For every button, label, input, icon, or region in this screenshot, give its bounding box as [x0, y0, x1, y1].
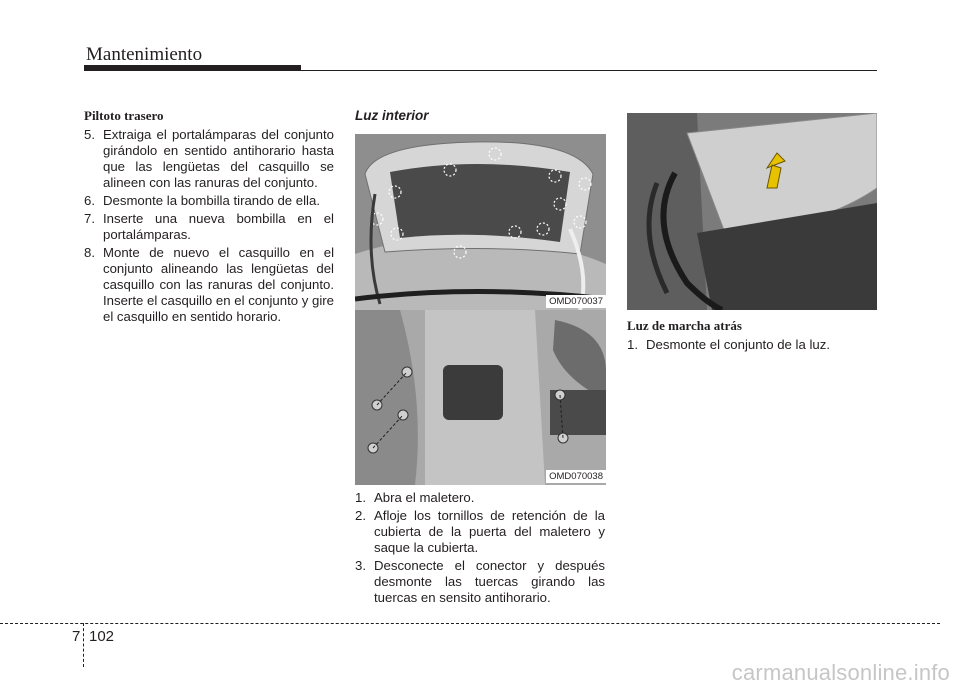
list-item: [355, 508, 605, 556]
list-item: [84, 127, 334, 191]
list-item: [84, 193, 334, 209]
step-text: Afloje los tornillos de retención de la cubierta de la puerta del maletero y saque la cubierta.: [374, 508, 605, 555]
middle-column-steps: [355, 490, 605, 608]
chapter-number: 7: [72, 628, 81, 645]
page-number: 102: [89, 628, 115, 645]
left-column: [84, 108, 334, 327]
trunk-cover-illustration: [355, 310, 606, 485]
tail-lamp-heading: Piltoto trasero: [84, 108, 164, 123]
interior-light-steps: [355, 490, 605, 606]
right-column: [627, 318, 877, 355]
watermark: carmanualsonline.info: [731, 660, 950, 685]
footer-divider: [0, 623, 940, 624]
step-text: Inserte una nueva bombilla en el portalámparas.: [103, 211, 334, 242]
tail-lamp-steps: [84, 127, 334, 325]
list-item: [355, 558, 605, 606]
reverse-light-heading: Luz de marcha atrás: [627, 318, 742, 333]
step-number: 7.: [84, 211, 95, 226]
reverse-light-illustration: [627, 113, 877, 310]
reverse-light-steps: [627, 337, 877, 353]
trunk-cover-figure: [355, 310, 606, 485]
step-number: 8.: [84, 245, 95, 260]
step-text: Desmonte el conjunto de la luz.: [646, 337, 831, 352]
figure-code-label: OMD070037: [546, 295, 606, 308]
step-text: Desmonte la bombilla tirando de ella.: [103, 193, 320, 208]
trunk-lid-illustration: [355, 134, 606, 310]
step-number: 2.: [355, 508, 366, 523]
interior-light-heading: Luz interior: [355, 108, 429, 123]
footer-vertical-divider: [83, 623, 84, 667]
header-rule-thin: [301, 70, 877, 71]
list-item: [355, 490, 605, 506]
step-text: Monte de nuevo el casquillo en el conjunto alineando las lengüetas del casquillo con las ranuras del conjunto. Inserte el casquillo en el conjunto y gire el casquillo en sentido horario.: [103, 245, 334, 324]
trunk-lid-figure: [355, 134, 606, 310]
section-title: Mantenimiento: [86, 44, 203, 65]
step-text: Abra el maletero.: [374, 490, 475, 505]
figure-code-label: OMD070038: [546, 470, 606, 483]
list-item: [84, 211, 334, 243]
header-rule-thick: [84, 65, 301, 71]
step-number: 3.: [355, 558, 366, 573]
reverse-light-figure: [627, 113, 877, 310]
step-number: 1.: [355, 490, 366, 505]
step-number: 1.: [627, 337, 638, 352]
list-item: [627, 337, 877, 353]
middle-column-heading: [355, 108, 605, 132]
list-item: [84, 245, 334, 325]
step-text: Extraiga el portalámparas del conjunto girándolo en sentido antihorario hasta que las lengüetas del casquillo se alineen con las ranuras del conjunto.: [103, 127, 334, 190]
step-number: 5.: [84, 127, 95, 142]
step-text: Desconecte el conector y después desmonte las tuercas girando las tuercas en sensito antihorario.: [374, 558, 605, 605]
step-number: 6.: [84, 193, 95, 208]
